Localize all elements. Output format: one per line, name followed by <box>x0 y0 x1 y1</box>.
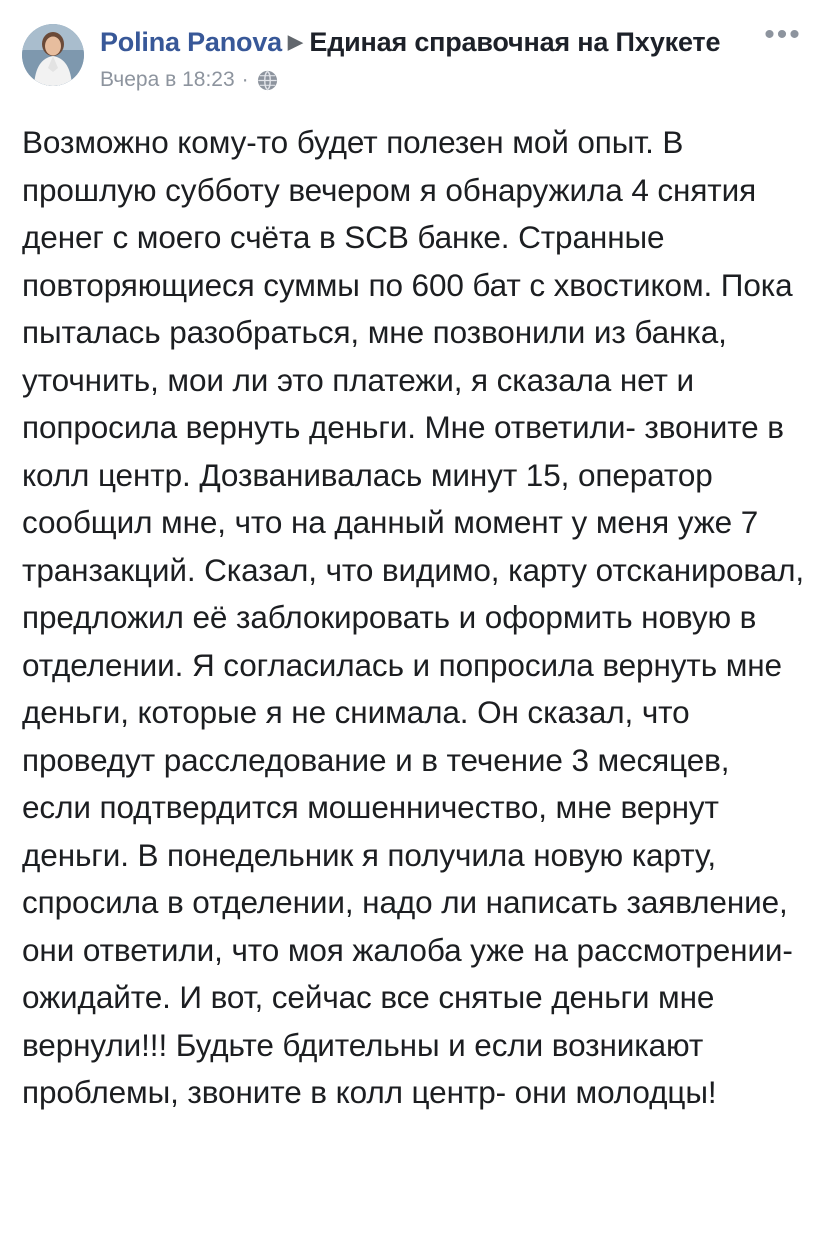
meta-separator: · <box>241 68 249 91</box>
author-name[interactable]: Polina Panova <box>100 27 282 57</box>
triangle-right-icon: ▶ <box>287 32 303 53</box>
avatar[interactable] <box>22 24 84 86</box>
globe-icon[interactable] <box>256 69 279 92</box>
post-timestamp[interactable]: Вчера в 18:23 <box>100 68 235 91</box>
post-title-line <box>100 23 760 62</box>
post-meta <box>100 67 760 93</box>
post-header-text <box>100 22 760 93</box>
post-text: Возможно кому-то будет полезен мой опыт. В прошлую субботу вечером я обнаружила 4 снятия денег с моего счёта в SCB банке. Странные повторяющиеся суммы по 600 бат с хвостиком. Пока пыталась разобраться, мне позвонили из банка, уточнить, мои ли это платежи, я сказала нет и попросила вернуть деньги. Мне ответили- звоните в колл центр. Дозванивалась минут 15, оператор сообщил мне, что на данный момент у меня уже 7 транзакций. Сказал, что видимо, карту отсканировал, предложил её заблокировать и оформить новую в отделении. Я согласилась и попросила вернуть мне деньги, которые я не снимала. Он сказал, что проведут расследование и в течение 3 месяцев, если подтвердится мошенничество, мне вернут деньги. В понедельник я получила новую карту, спросила в отделении, надо ли написать заявление, они ответили, что моя жалоба уже на рассмотрении- ожидайте. И вот, сейчас все снятые деньги мне вернули!!! Будьте бдительны и если возникают проблемы, звоните в колл центр- они молодцы! <box>22 124 813 1110</box>
more-options-button[interactable]: ••• <box>764 18 802 51</box>
post-header <box>22 18 806 93</box>
group-name[interactable]: Единая справочная на Пхукете <box>309 27 721 57</box>
